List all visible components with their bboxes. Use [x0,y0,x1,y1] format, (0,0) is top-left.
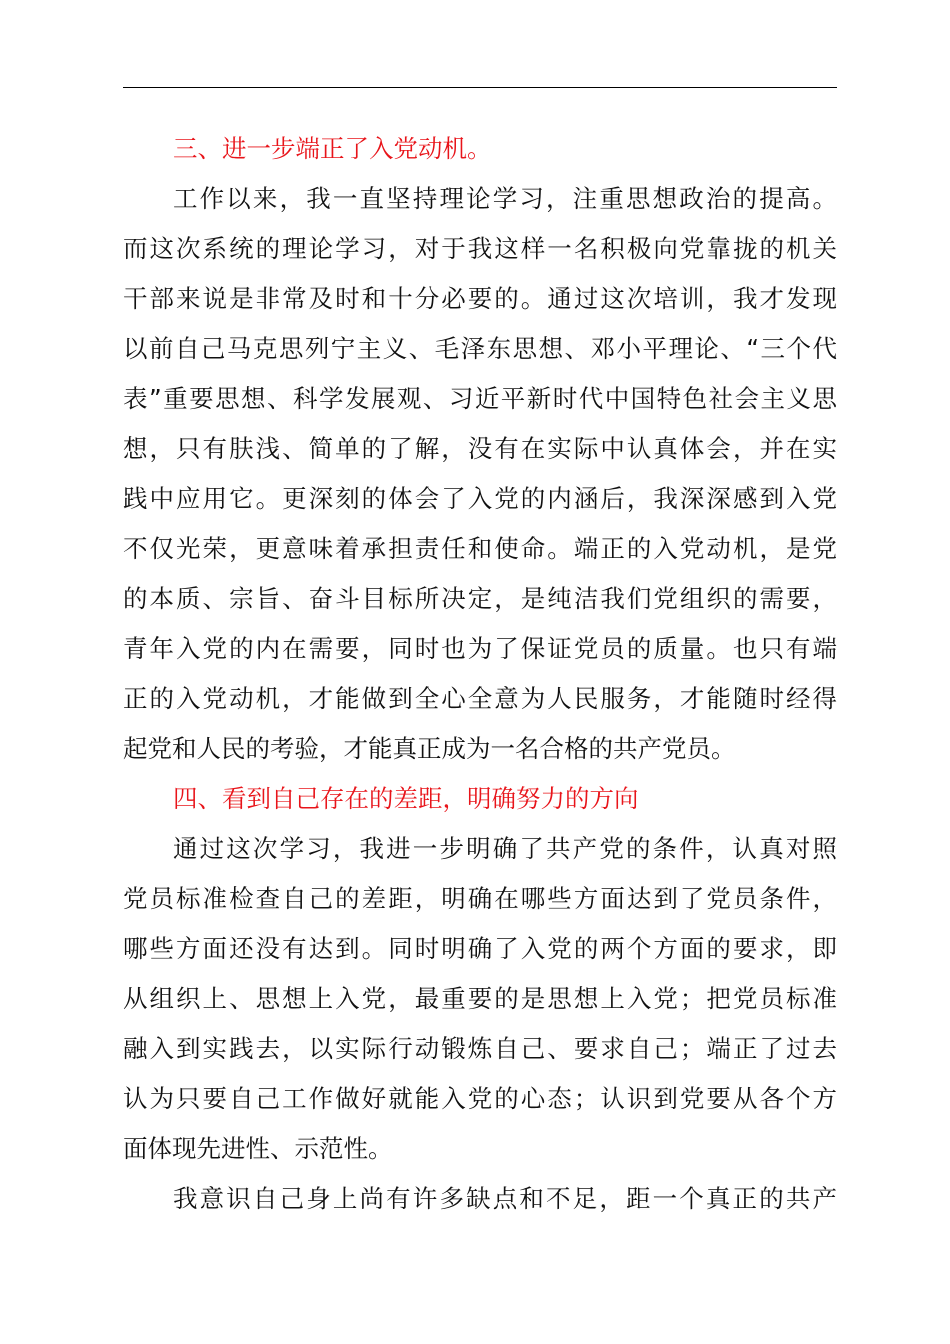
text-line: 哪些方面还没有达到。同时明确了入党的两个方面的要求，即 [123,934,837,963]
section-heading-3: 三、进一步端正了入党动机。 [173,134,492,163]
text-line: 认为只要自己工作做好就能入党的心态；认识到党要从各个方 [123,1084,837,1113]
document-body [123,124,837,1224]
text-line: 而这次系统的理论学习，对于我这样一名积极向党靠拢的机关 [123,234,837,263]
text-line: 从组织上、思想上入党，最重要的是思想上入党；把党员标准 [123,984,837,1013]
text-line: 青年入党的内在需要，同时也为了保证党员的质量。也只有端 [123,634,837,663]
text-line: 面体现先进性、示范性。 [123,1134,393,1163]
text-line: 以前自己马克思列宁主义、毛泽东思想、邓小平理论、“三个代 [123,334,837,363]
section-heading-4: 四、看到自己存在的差距，明确努力的方向 [173,784,639,813]
text-line: 干部来说是非常及时和十分必要的。通过这次培训，我才发现 [123,284,837,313]
next-paragraph-start: 我意识自己身上尚有许多缺点和不足，距一个真正的共产 [173,1184,837,1213]
paragraph-section-4 [123,824,837,1174]
text-line: 融入到实践去，以实际行动锻炼自己、要求自己；端正了过去 [123,1034,837,1063]
text-line: 不仅光荣，更意味着承担责任和使命。端正的入党动机，是党 [123,534,837,563]
paragraph-section-3 [123,174,837,774]
text-line: 工作以来，我一直坚持理论学习，注重思想政治的提高。 [173,184,837,213]
text-line: 表”重要思想、科学发展观、习近平新时代中国特色社会主义思 [123,384,837,413]
text-line: 想，只有肤浅、简单的了解，没有在实际中认真体会，并在实 [123,434,837,463]
text-line: 践中应用它。更深刻的体会了入党的内涵后，我深深感到入党 [123,484,837,513]
text-line: 通过这次学习，我进一步明确了共产党的条件，认真对照 [173,834,837,863]
text-line: 正的入党动机，才能做到全心全意为人民服务，才能随时经得 [123,684,837,713]
text-line: 的本质、宗旨、奋斗目标所决定，是纯洁我们党组织的需要， [123,584,837,613]
text-line: 党员标准检查自己的差距，明确在哪些方面达到了党员条件， [123,884,837,913]
header-rule [123,87,837,88]
text-line: 起党和人民的考验，才能真正成为一名合格的共产党员。 [123,734,736,763]
